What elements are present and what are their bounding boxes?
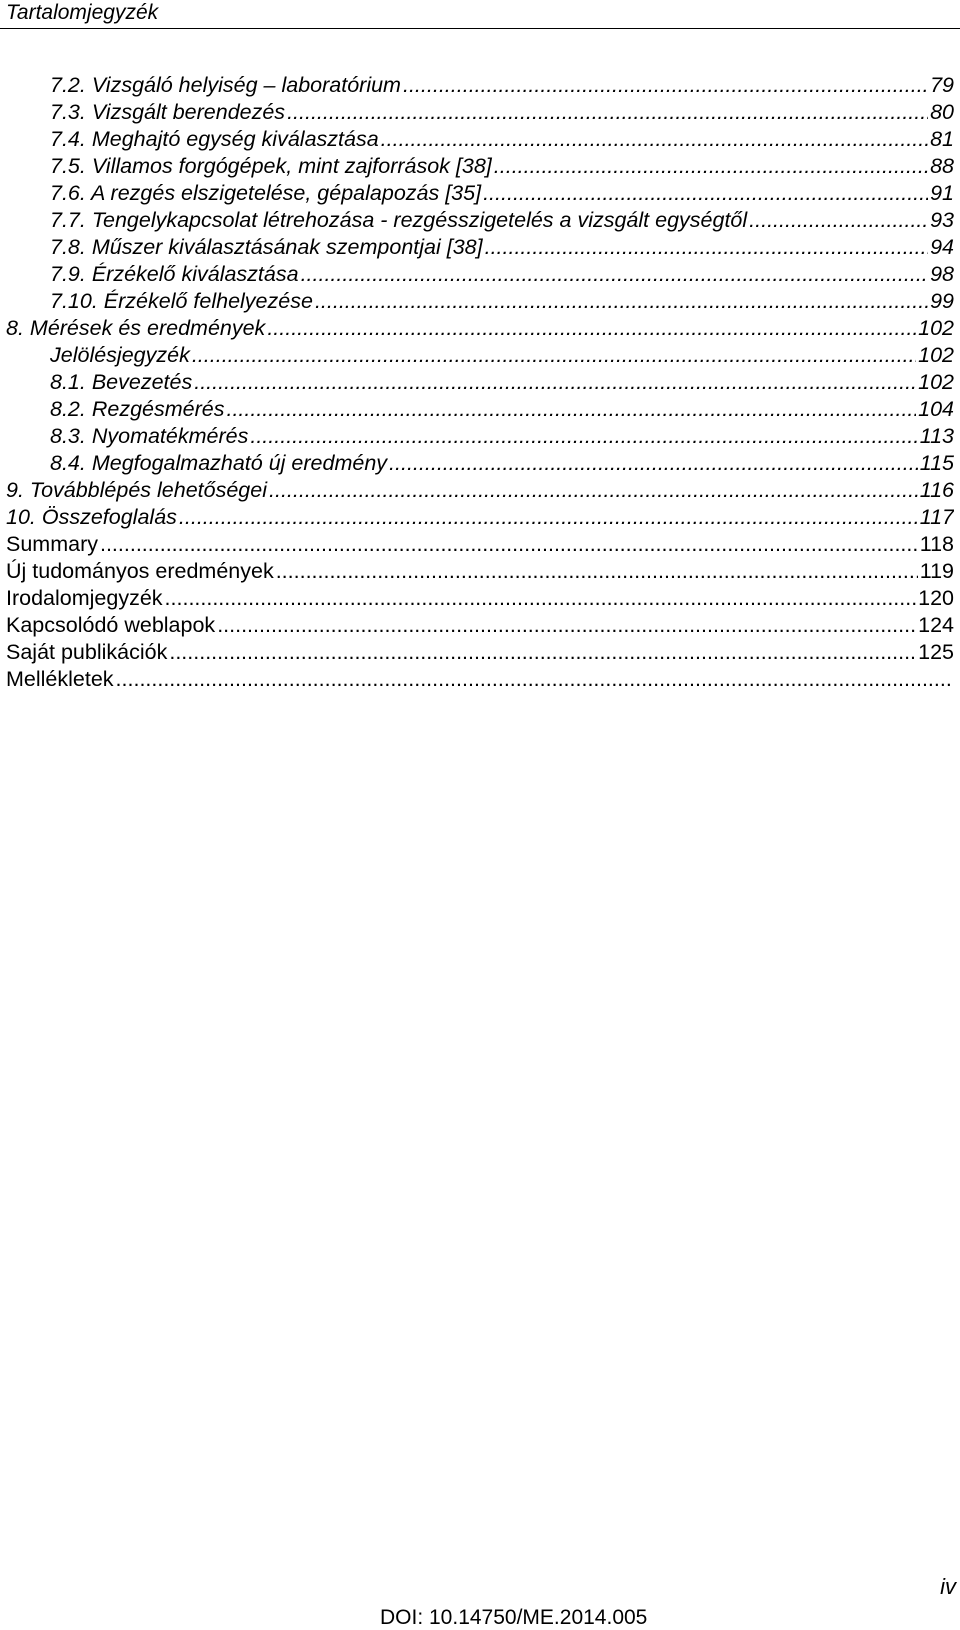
toc-entry[interactable] bbox=[50, 450, 954, 477]
toc-entry-label: Mellékletek bbox=[6, 667, 114, 691]
toc-entry-page: 102 bbox=[918, 343, 954, 367]
toc-entry-page: 88 bbox=[930, 154, 954, 178]
toc-entry-label: 8.2. Rezgésmérés bbox=[50, 397, 225, 421]
toc-dot-leader bbox=[749, 207, 928, 234]
toc-entry[interactable] bbox=[50, 396, 954, 423]
toc-dot-leader bbox=[403, 72, 928, 99]
toc-entry[interactable] bbox=[50, 369, 954, 396]
toc-dot-leader bbox=[267, 315, 916, 342]
toc-entry-page: 113 bbox=[919, 424, 954, 448]
toc-entry[interactable] bbox=[6, 531, 954, 558]
toc-entry-page: 115 bbox=[919, 451, 954, 475]
toc-entry-page: 117 bbox=[919, 505, 954, 529]
toc-dot-leader bbox=[217, 612, 916, 639]
toc-dot-leader bbox=[116, 666, 952, 693]
toc-dot-leader bbox=[165, 585, 917, 612]
toc-entry-page: 118 bbox=[919, 532, 954, 556]
toc-entry-page: 91 bbox=[930, 181, 954, 205]
toc-entry-label: 7.7. Tengelykapcsolat létrehozása - rezgésszigetelés a vizsgált egységtől bbox=[50, 208, 748, 232]
toc-entry-label: 10. Összefoglalás bbox=[6, 505, 177, 529]
toc-entry-label: 7.8. Műszer kiválasztásának szempontjai [38] bbox=[50, 235, 483, 259]
toc-dot-leader bbox=[494, 153, 928, 180]
toc-dot-leader bbox=[192, 342, 916, 369]
toc-entry[interactable] bbox=[6, 612, 954, 639]
toc-entry[interactable] bbox=[50, 126, 954, 153]
toc-entry-page: 98 bbox=[930, 262, 954, 286]
toc-dot-leader bbox=[100, 531, 918, 558]
toc-entry-page: 80 bbox=[930, 100, 954, 124]
toc-entry-label: Jelölésjegyzék bbox=[50, 343, 190, 367]
toc-dot-leader bbox=[315, 288, 928, 315]
toc-entry[interactable] bbox=[6, 504, 954, 531]
toc-dot-leader bbox=[287, 99, 928, 126]
toc-entry[interactable] bbox=[6, 477, 954, 504]
toc-entry-page: 79 bbox=[930, 73, 954, 97]
toc-dot-leader bbox=[389, 450, 918, 477]
toc-entry-label: 8.1. Bevezetés bbox=[50, 370, 193, 394]
toc-dot-leader bbox=[301, 261, 929, 288]
toc-entry-label: 7.2. Vizsgáló helyiség – laboratórium bbox=[50, 73, 401, 97]
page-number: iv bbox=[940, 1574, 956, 1599]
toc-entry-label: Irodalomjegyzék bbox=[6, 586, 163, 610]
toc-entry[interactable] bbox=[50, 423, 954, 450]
toc-entry-page: 120 bbox=[918, 586, 954, 610]
toc-entry[interactable] bbox=[50, 153, 954, 180]
toc-entry-label: 7.3. Vizsgált berendezés bbox=[50, 100, 286, 124]
toc-dot-leader bbox=[381, 126, 928, 153]
toc-entry[interactable] bbox=[50, 342, 954, 369]
toc-entry-page: 104 bbox=[918, 397, 954, 421]
toc-entry[interactable] bbox=[6, 558, 954, 585]
toc-entry-label: Új tudományos eredmények bbox=[6, 559, 274, 583]
toc-entry[interactable] bbox=[6, 585, 954, 612]
toc-entry-label: 7.4. Meghajtó egység kiválasztása bbox=[50, 127, 379, 151]
toc-entry-label: 8.3. Nyomatékmérés bbox=[50, 424, 249, 448]
toc-entry-page: 93 bbox=[930, 208, 954, 232]
toc-entry-label: Summary bbox=[6, 532, 98, 556]
toc-entry[interactable] bbox=[50, 207, 954, 234]
toc-dot-leader bbox=[276, 558, 918, 585]
toc-entry-page: 119 bbox=[919, 559, 954, 583]
toc-entry-page: 94 bbox=[930, 235, 954, 259]
doi-footer: DOI: 10.14750/ME.2014.005 bbox=[380, 1606, 648, 1629]
toc-entry-label: 8. Mérések és eredmények bbox=[6, 316, 266, 340]
toc-entry-page: 102 bbox=[918, 316, 954, 340]
toc-entry-label: Saját publikációk bbox=[6, 640, 168, 664]
toc-entry[interactable] bbox=[50, 180, 954, 207]
toc-dot-leader bbox=[485, 234, 928, 261]
toc-entry-label: 9. Továbblépés lehetőségei bbox=[6, 478, 267, 502]
toc-entry-label: 7.6. A rezgés elszigetelése, gépalapozás [35] bbox=[50, 181, 482, 205]
toc-entry[interactable] bbox=[6, 639, 954, 666]
toc-entry[interactable] bbox=[50, 99, 954, 126]
toc-dot-leader bbox=[179, 504, 918, 531]
toc-entry-label: 7.10. Érzékelő felhelyezése bbox=[50, 289, 313, 313]
toc-entry[interactable] bbox=[6, 666, 954, 693]
header-divider bbox=[0, 28, 960, 29]
toc-entry[interactable] bbox=[6, 315, 954, 342]
toc-entry[interactable] bbox=[50, 72, 954, 99]
toc-entry-page: 125 bbox=[918, 640, 954, 664]
toc-dot-leader bbox=[483, 180, 928, 207]
toc-entry-label: Kapcsolódó weblapok bbox=[6, 613, 216, 637]
toc-entry-label: 8.4. Megfogalmazható új eredmény bbox=[50, 451, 388, 475]
toc-entry[interactable] bbox=[50, 288, 954, 315]
toc-dot-leader bbox=[226, 396, 916, 423]
toc-entry-page: 102 bbox=[918, 370, 954, 394]
toc-dot-leader bbox=[250, 423, 917, 450]
toc-entry-label: 7.5. Villamos forgógépek, mint zajforrások [38] bbox=[50, 154, 492, 178]
toc-entry-page: 81 bbox=[930, 127, 954, 151]
toc-entry-page: 116 bbox=[919, 478, 954, 502]
toc-dot-leader bbox=[169, 639, 916, 666]
toc-entry[interactable] bbox=[50, 261, 954, 288]
toc-dot-leader bbox=[269, 477, 918, 504]
toc-dot-leader bbox=[194, 369, 916, 396]
toc-entry-label: 7.9. Érzékelő kiválasztása bbox=[50, 262, 299, 286]
toc-entry-page: 124 bbox=[918, 613, 954, 637]
toc-entry-page: 99 bbox=[930, 289, 954, 313]
page-header-title: Tartalomjegyzék bbox=[6, 1, 159, 24]
toc-entry[interactable] bbox=[50, 234, 954, 261]
